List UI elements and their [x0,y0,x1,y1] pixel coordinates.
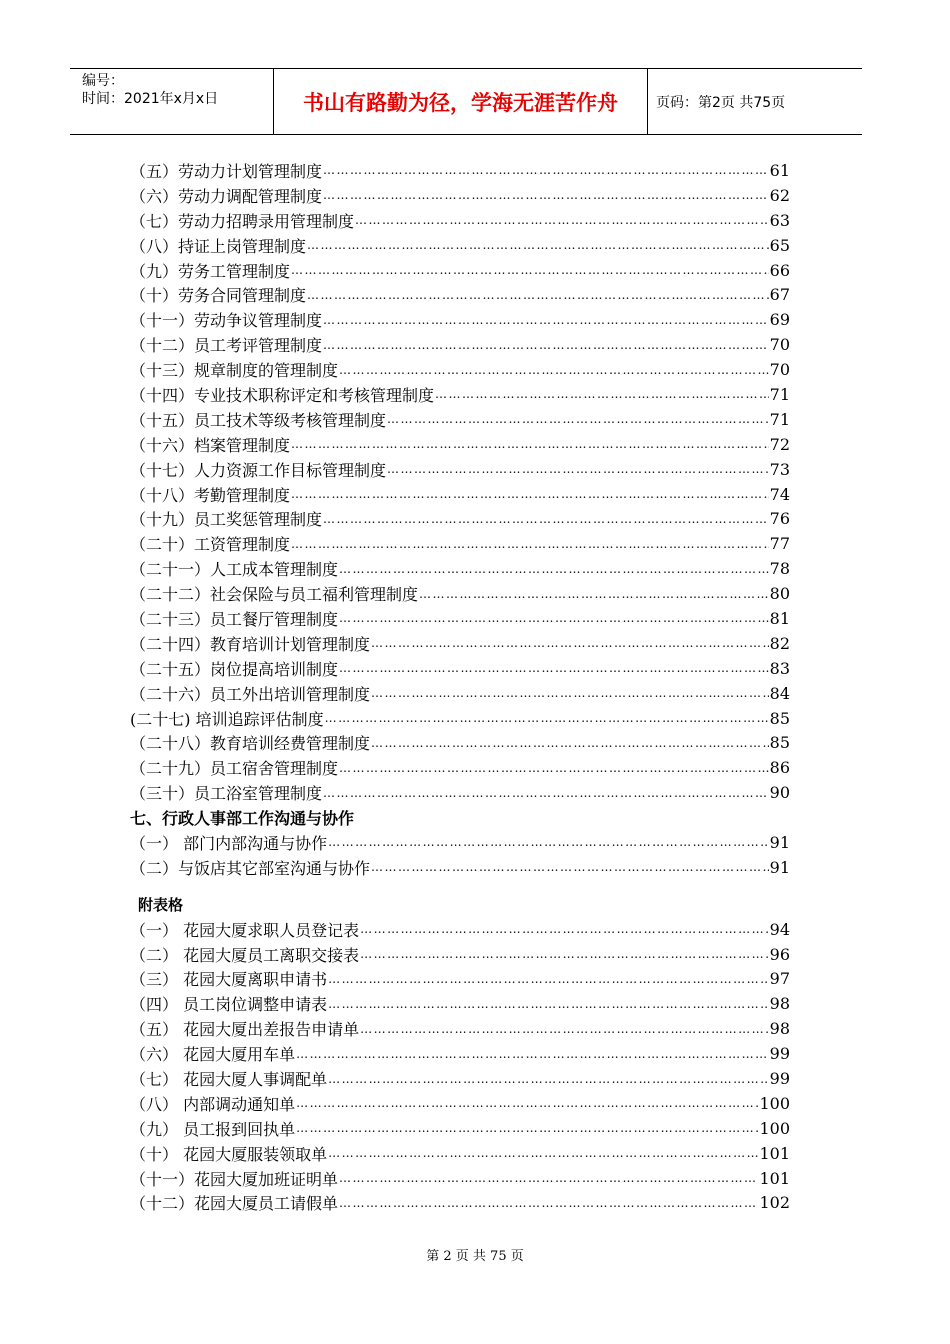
dot-leader [387,462,769,476]
toc-entry[interactable] [130,482,790,507]
dot-leader [328,1146,758,1160]
toc-entry[interactable] [130,183,790,208]
toc-entry-page: 66 [769,260,790,280]
toc-entry-page: 69 [769,310,790,330]
dot-leader [291,263,769,277]
dot-leader [339,761,769,775]
dot-leader [328,972,769,986]
toc-list-appendix [130,917,790,1216]
toc-entry[interactable] [130,506,790,531]
toc-entry[interactable] [130,967,790,992]
toc-entry-title: （二） 花园大厦员工离职交接表 [130,945,360,965]
toc-entry-page: 81 [769,608,790,628]
toc-entry-title: （五）劳动力计划管理制度 [130,161,323,181]
toc-entry-title: （七）劳动力招聘录用管理制度 [130,211,355,231]
toc-entry-page: 96 [769,944,790,964]
toc-entry[interactable] [130,730,790,755]
toc-entry-page: 73 [769,459,790,479]
toc-entry-title: （十二）花园大厦员工请假单 [130,1194,339,1214]
toc-entry-page: 62 [769,185,790,205]
dot-leader [323,786,769,800]
toc-entry-title: （二十三）员工餐厅管理制度 [130,609,339,629]
toc-entry-title: （二十二）社会保险与员工福利管理制度 [130,585,419,605]
toc-entry-title: （三十）员工浴室管理制度 [130,784,323,804]
toc-entry-title: （三） 花园大厦离职申请书 [130,970,328,990]
dot-leader [387,412,769,426]
toc-entry-title: （九）劳务工管理制度 [130,261,291,281]
page-header [70,68,862,135]
dot-leader [339,1196,758,1210]
document-number-label: 编号： [82,73,124,89]
dot-leader [323,512,769,526]
dot-leader [307,238,769,252]
toc-entry-page: 86 [769,758,790,778]
toc-entry-page: 99 [769,1044,790,1064]
toc-entry-title: （八）持证上岗管理制度 [130,236,307,256]
toc-entry-title: （二十六）员工外出培训管理制度 [130,684,371,704]
toc-entry-title: （一） 花园大厦求职人员登记表 [130,920,360,940]
toc-entry[interactable] [130,233,790,258]
toc-entry-page: 98 [769,1019,790,1039]
toc-entry-title: （十） 花园大厦服装领取单 [130,1144,328,1164]
section-heading: 七、行政人事部工作沟通与协作 [130,809,355,829]
toc-entry-page: 102 [759,1193,790,1213]
spacer [130,880,790,892]
toc-entry-page: 80 [769,584,790,604]
dot-leader [325,711,769,725]
toc-entry[interactable] [130,382,790,407]
dot-leader [339,611,769,625]
toc-entry-title: (二十七) 培训追踪评估制度 [130,709,324,729]
toc-entry-title: （十四）专业技术职称评定和考核管理制度 [130,385,435,405]
toc-entry-page: 83 [769,658,790,678]
toc-entry[interactable] [130,581,790,606]
toc-entry[interactable] [130,1166,790,1191]
page-footer: 第 2 页 共 75 页 [426,1249,524,1264]
toc-entry-title: （二十四）教育培训计划管理制度 [130,634,371,654]
dot-leader [296,1121,758,1135]
toc-entry-title: （十八）考勤管理制度 [130,485,291,505]
toc-entry-title: （十一）劳动争议管理制度 [130,311,323,331]
toc-entry[interactable] [130,855,790,880]
toc-entry-title: （十一）花园大厦加班证明单 [130,1169,339,1189]
toc-entry[interactable] [130,1141,790,1166]
dot-leader [371,636,769,650]
toc-entry[interactable] [130,258,790,283]
dot-leader [371,860,769,874]
toc-entry[interactable] [130,1066,790,1091]
header-motto: 书山有路勤为径，学海无涯苦作舟 [274,69,648,134]
toc-entry-title: （十九）员工奖惩管理制度 [130,510,323,530]
appendix-heading: 附表格 [138,895,184,914]
toc-entry[interactable] [130,755,790,780]
toc-entry[interactable] [130,631,790,656]
toc-entry-title: （六）劳动力调配管理制度 [130,186,323,206]
header-meta [70,69,274,134]
dot-leader [323,313,769,327]
dot-leader [328,997,769,1011]
toc-entry[interactable] [130,942,790,967]
toc-entry-title: （四） 员工岗位调整申请表 [130,995,328,1015]
dot-leader [360,922,769,936]
toc-entry-title: （十六）档案管理制度 [130,435,291,455]
toc-entry[interactable] [130,1116,790,1141]
toc-list-chapter6 [130,158,790,805]
toc-entry[interactable] [130,332,790,357]
dot-leader [339,1171,758,1185]
toc-entry-page: 85 [769,733,790,753]
document-time: 时间：2021年x月x日 [82,91,219,107]
toc-entry-page: 61 [769,160,790,180]
dot-leader [371,736,769,750]
toc-entry[interactable] [130,556,790,581]
toc-entry-page: 77 [769,534,790,554]
toc-entry-title: （十二）员工考评管理制度 [130,336,323,356]
toc-entry[interactable] [130,1016,790,1041]
toc-entry[interactable] [130,1041,790,1066]
toc-entry-page: 94 [769,919,790,939]
toc-entry-title: （十）劳务合同管理制度 [130,286,307,306]
toc-entry-title: （一） 部门内部沟通与协作 [130,833,328,853]
toc-entry[interactable] [130,208,790,233]
dot-leader [323,188,769,202]
toc-entry-title: （九） 员工报到回执单 [130,1119,296,1139]
toc-entry-title: （六） 花园大厦用车单 [130,1045,296,1065]
toc-entry-page: 91 [769,832,790,852]
toc-entry-page: 71 [769,384,790,404]
dot-leader [371,686,769,700]
toc-entry[interactable] [130,1091,790,1116]
dot-leader [339,562,769,576]
toc-entry[interactable] [130,830,790,855]
toc-entry[interactable] [130,432,790,457]
toc-entry-page: 72 [769,434,790,454]
toc-entry-page: 70 [769,335,790,355]
toc-entry-page: 91 [769,857,790,877]
toc-entry-page: 100 [759,1093,790,1113]
toc-entry-page: 100 [759,1118,790,1138]
toc-entry-page: 76 [769,509,790,529]
table-of-contents [130,158,790,1215]
toc-entry[interactable] [130,656,790,681]
toc-entry-page: 65 [769,235,790,255]
toc-entry-title: （十三）规章制度的管理制度 [130,361,339,381]
toc-entry-page: 78 [769,559,790,579]
toc-entry-page: 97 [769,969,790,989]
toc-entry-page: 98 [769,994,790,1014]
dot-leader [291,487,769,501]
dot-leader [360,947,769,961]
toc-entry-page: 90 [769,783,790,803]
toc-entry[interactable] [130,158,790,183]
toc-entry[interactable] [130,606,790,631]
dot-leader [291,537,769,551]
toc-entry[interactable] [130,531,790,556]
toc-entry-page: 74 [769,484,790,504]
toc-entry[interactable] [130,307,790,332]
dot-leader [435,387,769,401]
toc-entry[interactable] [130,917,790,942]
toc-entry-page: 101 [759,1143,790,1163]
toc-entry-title: （八） 内部调动通知单 [130,1094,296,1114]
toc-entry-page: 70 [769,360,790,380]
dot-leader [323,163,769,177]
toc-entry-title: （二）与饭店其它部室沟通与协作 [130,858,371,878]
toc-entry-page: 71 [769,409,790,429]
toc-entry[interactable] [130,407,790,432]
toc-entry-title: （十五）员工技术等级考核管理制度 [130,410,387,430]
toc-entry-title: （二十五）岗位提高培训制度 [130,659,339,679]
toc-entry-title: （二十八）教育培训经费管理制度 [130,734,371,754]
header-page-info: 页码：第2页 共75页 [656,94,786,111]
toc-entry[interactable] [130,1191,790,1216]
toc-entry-page: 85 [769,708,790,728]
toc-entry[interactable] [130,706,790,731]
toc-entry-title: （二十）工资管理制度 [130,535,291,555]
toc-entry[interactable] [130,282,790,307]
dot-leader [323,338,769,352]
dot-leader [328,835,769,849]
toc-entry-page: 67 [769,285,790,305]
dot-leader [339,661,769,675]
dot-leader [360,1022,769,1036]
dot-leader [339,363,769,377]
toc-list-chapter7 [130,830,790,880]
toc-entry[interactable] [130,357,790,382]
toc-entry[interactable] [130,991,790,1016]
dot-leader [355,213,769,227]
toc-entry-title: （十七）人力资源工作目标管理制度 [130,460,387,480]
dot-leader [291,437,769,451]
toc-entry[interactable] [130,780,790,805]
toc-entry-page: 82 [769,633,790,653]
dot-leader [296,1047,769,1061]
toc-entry-page: 101 [759,1168,790,1188]
toc-entry-title: （七） 花园大厦人事调配单 [130,1070,328,1089]
dot-leader [419,587,769,601]
dot-leader [328,1072,769,1086]
toc-entry[interactable] [130,457,790,482]
toc-entry-title: （五） 花园大厦出差报告申请单 [130,1020,360,1040]
toc-entry-title: （二十九）员工宿舍管理制度 [130,759,339,779]
dot-leader [296,1096,758,1110]
toc-entry-title: （二十一）人工成本管理制度 [130,560,339,580]
toc-entry[interactable] [130,681,790,706]
toc-entry-page: 84 [769,683,790,703]
toc-entry-page: 99 [769,1069,790,1088]
dot-leader [307,288,769,302]
toc-entry-page: 63 [769,210,790,230]
